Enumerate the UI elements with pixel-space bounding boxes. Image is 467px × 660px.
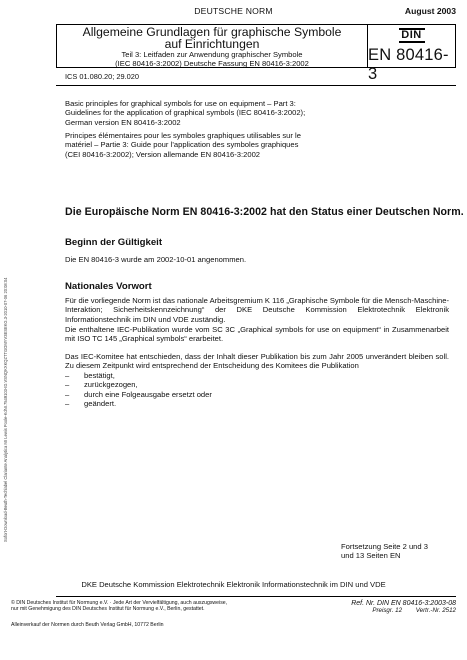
vorwort-paragraph-2: Die enthaltene IEC-Publikation wurde vom SC 3C „Graphical symbols for use on equipment“ in Zusammenarbeit mit ISO TC 145 „Graphical symbols“ erarbeitet. — [65, 325, 449, 344]
list-item-text: geändert. — [84, 399, 117, 409]
french-title-line: Principes élémentaires pour les symboles graphiques utilisables sur le — [65, 131, 301, 140]
list-item — [65, 371, 212, 380]
copyright-notice — [11, 600, 311, 612]
publication-date: August 2003 — [404, 6, 456, 16]
continuation-line: Fortsetzung Seite 2 und 3 — [341, 542, 428, 551]
vorwort-paragraph-1: Für die vorliegende Norm ist das nationale Arbeitsgremium K 116 „Graphische Symbole für die Mensch-Maschine-Interaktion; Sicherheitskennzeichnung“ der DKE Deutsche Kommission Elektrotechnik Elektronik Informationstechnik im DIN und VDE zuständig. — [65, 296, 449, 324]
price-group: Preisgr. 12 — [372, 607, 403, 614]
ics-code: ICS 01.080.20; 29.020 — [65, 72, 139, 81]
french-title-line: matériel – Partie 3: Guide pour l’application des symboles graphiques — [65, 140, 299, 150]
beginn-text: Die EN 80416-3 wurde am 2002-10-01 angenommen. — [65, 255, 247, 264]
heading-vorwort: Nationales Vorwort — [65, 281, 152, 292]
price-info — [351, 607, 456, 614]
heading-beginn: Beginn der Gültigkeit — [65, 237, 163, 248]
list-item-text: zurückgezogen, — [84, 380, 138, 390]
title-line-2: auf Einrichtungen — [164, 37, 260, 51]
list-item — [65, 390, 212, 399]
copyright-line: nur mit Genehmigung des DIN Deutsches Institut für Normung e.V., Berlin, gestattet. — [11, 606, 205, 613]
sales-notice: Alleinverkauf der Normen durch Beuth Verlag GmbH, 10772 Berlin — [11, 622, 164, 628]
english-title-line: German version EN 80416-3:2002 — [65, 117, 181, 127]
header-title-cell — [57, 25, 368, 67]
list-item — [65, 380, 212, 389]
din-logo: DIN — [399, 28, 425, 43]
subtitle-line-1: Teil 3: Leitfaden zur Anwendung graphischer Symbole — [121, 50, 303, 59]
list-item — [65, 399, 212, 408]
list-item-text: bestätigt, — [84, 371, 115, 380]
subtitle-line-2: (IEC 80416-3:2002) Deutsche Fassung EN 80416-3:2002 — [115, 59, 309, 69]
distribution-number: Vertr.-Nr. 2512 — [415, 607, 456, 614]
french-title — [65, 131, 450, 159]
vorwort-paragraph-3: Das IEC-Komitee hat entschieden, dass der Inhalt dieser Publikation bis zum Jahr 2005 unverändert bleiben soll. Zu diesem Zeitpunkt wird entsprechend der Entscheidung des Komitees die Publikation — [65, 352, 449, 371]
french-title-line: (CEI 80416-3:2002); Version allemande EN 80416-3:2002 — [65, 149, 261, 159]
continuation-line: und 13 Seiten EN — [341, 551, 401, 561]
side-watermark-text: Sofort-Download-Beuth-Techlabel Clariante Analytica Mr Lewis Poole-KdNr.7549103-ID.VSNQKXKQZTTGOMYV3ESEKG.3-2010-07-06 20:08:04 — [3, 277, 8, 542]
header-number-cell — [368, 25, 455, 83]
standard-number: EN 80416-3 — [368, 46, 449, 83]
reference-number: Ref. Nr. DIN EN 80416-3:2003-08 — [351, 600, 456, 607]
english-title-line: Guidelines for the application of graphical symbols (IEC 80416-3:2002); — [65, 108, 306, 118]
norm-label: DEUTSCHE NORM — [194, 6, 273, 16]
english-title — [65, 99, 450, 127]
copyright-line: © DIN Deutsches Institut für Normung e.V. · Jede Art der Vervielfältigung, auch auszugsweise, — [11, 600, 228, 606]
reference-block — [351, 600, 456, 614]
english-title-line: Basic principles for graphical symbols for use on equipment – Part 3: — [65, 99, 296, 108]
dke-responsible: DKE Deutsche Kommission Elektrotechnik Elektronik Informationstechnik im DIN und VDE — [81, 580, 386, 589]
list-dash: – — [65, 389, 70, 399]
decision-list — [65, 371, 212, 409]
divider-bottom — [56, 596, 456, 597]
title-line-1: Allgemeine Grundlagen für graphische Symbole — [82, 25, 342, 39]
status-statement: Die Europäische Norm EN 80416-3:2002 hat den Status einer Deutschen Norm. — [65, 206, 464, 218]
list-dash: – — [65, 399, 70, 409]
list-item-text: durch eine Folgeausgabe ersetzt oder — [84, 389, 212, 399]
list-dash: – — [65, 371, 70, 380]
divider-top — [56, 85, 456, 86]
list-dash: – — [65, 380, 70, 390]
continuation-note — [341, 542, 428, 561]
